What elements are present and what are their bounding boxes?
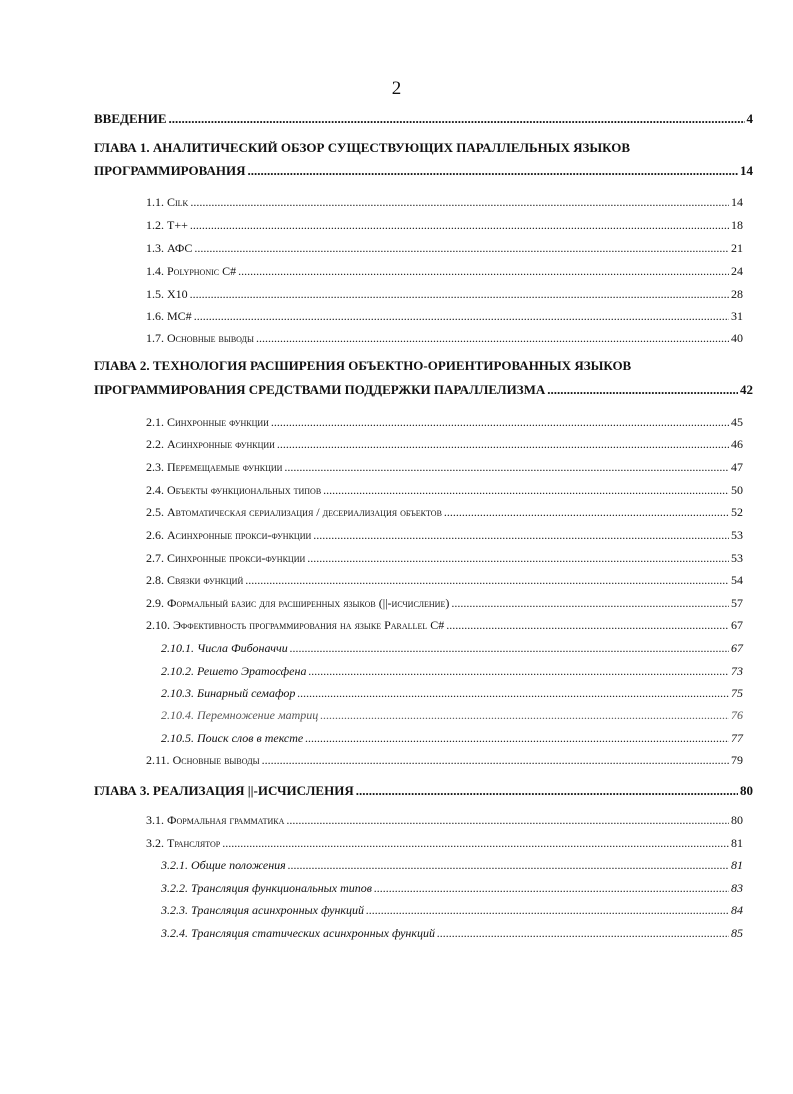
- toc-entry-1-4[interactable]: [146, 262, 743, 280]
- toc-page: 76: [731, 708, 743, 722]
- toc-num: 2.10.2.: [161, 664, 194, 678]
- dot-leader: [277, 435, 729, 453]
- toc-num: 2.3.: [146, 460, 164, 474]
- toc-title: ПРОГРАММИРОВАНИЯ: [94, 163, 246, 178]
- toc-entry-2-10-4[interactable]: [161, 706, 743, 724]
- toc-chapter-1-title-line1[interactable]: ГЛАВА 1. АНАЛИТИЧЕСКИЙ ОБЗОР СУЩЕСТВУЮЩИХ ПАРАЛЛЕЛЬНЫХ ЯЗЫКОВ: [94, 140, 631, 155]
- toc-entry-3-2[interactable]: [146, 834, 743, 852]
- toc-num: 1.7.: [146, 331, 164, 345]
- toc-num: 1.6.: [146, 309, 164, 323]
- dot-leader: [290, 639, 729, 657]
- dot-leader: [451, 594, 729, 612]
- dot-leader: [547, 381, 738, 399]
- toc-title: Формальная грамматика: [167, 813, 285, 827]
- toc-entry-3-2-3[interactable]: [161, 901, 743, 919]
- toc-entry-1-6[interactable]: [146, 307, 743, 325]
- toc-entry-3-1[interactable]: [146, 811, 743, 829]
- toc-num: 1.5.: [146, 287, 164, 301]
- dot-leader: [297, 684, 729, 702]
- toc-title: Решето Эратосфена: [197, 664, 307, 678]
- toc-title: ВВЕДЕНИЕ: [94, 111, 167, 126]
- toc-num: 3.2.4.: [161, 926, 188, 940]
- dot-leader: [366, 901, 729, 919]
- dot-leader: [288, 856, 729, 874]
- dot-leader: [169, 110, 745, 128]
- toc-num: 2.7.: [146, 551, 164, 565]
- toc-entry-2-10[interactable]: [146, 616, 743, 634]
- toc-num: 2.8.: [146, 573, 164, 587]
- dot-leader: [284, 458, 729, 476]
- dot-leader: [222, 834, 729, 852]
- dot-leader: [444, 503, 729, 521]
- toc-num: 3.1.: [146, 813, 164, 827]
- toc-title: Трансляция асинхронных функций: [191, 903, 365, 917]
- toc-title: Бинарный семафор: [197, 686, 296, 700]
- toc-page: 28: [731, 287, 743, 301]
- dot-leader: [271, 413, 729, 431]
- dot-leader: [437, 924, 729, 942]
- toc-entry-1-3[interactable]: [146, 239, 743, 257]
- dot-leader: [323, 481, 729, 499]
- toc-page: 81: [731, 836, 743, 850]
- toc-page: 46: [731, 437, 743, 451]
- dot-leader: [245, 571, 729, 589]
- toc-entry-2-9[interactable]: [146, 594, 743, 612]
- dot-leader: [356, 782, 738, 800]
- toc-page: 24: [731, 264, 743, 278]
- toc-entry-2-10-5[interactable]: [161, 729, 743, 747]
- dot-leader: [248, 162, 738, 180]
- toc-num: 2.11.: [146, 753, 170, 767]
- dot-leader: [307, 549, 729, 567]
- toc-entry-3-2-1[interactable]: [161, 856, 743, 874]
- toc-entry-3-2-4[interactable]: [161, 924, 743, 942]
- toc-page: 67: [731, 618, 743, 632]
- toc-entry-2-8[interactable]: [146, 571, 743, 589]
- toc-page: 80: [731, 813, 743, 827]
- toc-title: MC#: [167, 309, 192, 323]
- toc-page: 53: [731, 528, 743, 542]
- toc-page: 47: [731, 460, 743, 474]
- toc-title: X10: [167, 287, 188, 301]
- toc-title: Трансляция функциональных типов: [191, 881, 372, 895]
- dot-leader: [194, 307, 729, 325]
- toc-page: 83: [731, 881, 743, 895]
- toc-num: 1.1.: [146, 195, 164, 209]
- dot-leader: [190, 216, 729, 234]
- toc-title: Автоматическая сериализация / десериализация объектов: [167, 505, 442, 519]
- toc-entry-1-2[interactable]: [146, 216, 743, 234]
- dot-leader: [256, 329, 729, 347]
- toc-title: Формальный базис для расширенных языков (||-исчисление): [167, 596, 450, 610]
- toc-entry-1-5[interactable]: [146, 285, 743, 303]
- toc-title: Синхронные прокси-функции: [167, 551, 306, 565]
- toc-title: Асинхронные функции: [167, 437, 275, 451]
- toc-title: Общие положения: [191, 858, 286, 872]
- toc-entry-2-2[interactable]: [146, 435, 743, 453]
- toc-num: 3.2.2.: [161, 881, 188, 895]
- toc-entry-intro[interactable]: [94, 110, 753, 128]
- toc-num: 1.2.: [146, 218, 164, 232]
- toc-entry-1-1[interactable]: [146, 193, 743, 211]
- toc-num: 1.3.: [146, 241, 164, 255]
- toc-page: 67: [731, 641, 743, 655]
- toc-num: 2.4.: [146, 483, 164, 497]
- dot-leader: [190, 193, 729, 211]
- toc-title: Основные выводы: [167, 331, 254, 345]
- toc-title: ПРОГРАММИРОВАНИЯ СРЕДСТВАМИ ПОДДЕРЖКИ ПАРАЛЛЕЛИЗМА: [94, 382, 546, 397]
- dot-leader: [238, 262, 729, 280]
- toc-num: 2.9.: [146, 596, 164, 610]
- toc-title: Объекты функциональных типов: [167, 483, 322, 497]
- toc-page: 52: [731, 505, 743, 519]
- toc-page: 31: [731, 309, 743, 323]
- toc-title: Cilk: [167, 195, 189, 209]
- dot-leader: [190, 285, 729, 303]
- toc-entry-2-4[interactable]: [146, 481, 743, 499]
- toc-page: 21: [731, 241, 743, 255]
- toc-title: Перемножение матриц: [197, 708, 319, 722]
- dot-leader: [286, 811, 729, 829]
- toc-page: 81: [731, 858, 743, 872]
- toc-title: Эффективность программирования на языке Parallel C#: [173, 618, 445, 632]
- toc-entry-2-10-1[interactable]: [161, 639, 743, 657]
- toc-page: 18: [731, 218, 743, 232]
- toc-entry-chapter-1[interactable]: [94, 162, 753, 180]
- toc-title: Поиск слов в тексте: [197, 731, 304, 745]
- toc-title: Числа Фибоначчи: [197, 641, 288, 655]
- toc-page: 14: [731, 195, 743, 209]
- toc-page: 42: [740, 382, 753, 397]
- toc-page: 75: [731, 686, 743, 700]
- toc-num: 1.4.: [146, 264, 164, 278]
- toc-entry-2-5[interactable]: [146, 503, 743, 521]
- toc-title: Асинхронные прокси-функции: [167, 528, 312, 542]
- page-number: 2: [391, 78, 402, 99]
- toc-title: Основные выводы: [172, 753, 260, 767]
- dot-leader: [305, 729, 729, 747]
- toc-page: 79: [731, 753, 743, 767]
- toc-entry-2-7[interactable]: [146, 549, 743, 567]
- toc-page: 73: [731, 664, 743, 678]
- toc-num: 2.6.: [146, 528, 164, 542]
- toc-page: 54: [731, 573, 743, 587]
- toc-num: 2.10.5.: [161, 731, 194, 745]
- toc-entry-2-6[interactable]: [146, 526, 743, 544]
- toc-entry-2-1[interactable]: [146, 413, 743, 431]
- toc-page: 40: [731, 331, 743, 345]
- toc-num: 2.10.1.: [161, 641, 194, 655]
- toc-page: 4: [746, 111, 753, 126]
- toc-entry-2-3[interactable]: [146, 458, 743, 476]
- toc-title: Транслятор: [167, 836, 221, 850]
- dot-leader: [446, 616, 729, 634]
- toc-title: Перемещаемые функции: [167, 460, 283, 474]
- toc-num: 2.10.3.: [161, 686, 194, 700]
- toc-page: 50: [731, 483, 743, 497]
- toc-title: АФС: [167, 241, 193, 255]
- toc-entry-chapter-2[interactable]: [94, 381, 753, 399]
- toc-num: 2.5.: [146, 505, 164, 519]
- toc-title: Связки функций: [167, 573, 244, 587]
- toc-page: 53: [731, 551, 743, 565]
- toc-num: 2.2.: [146, 437, 164, 451]
- toc-num: 2.10.4.: [161, 708, 194, 722]
- toc-entry-1-7[interactable]: [146, 329, 743, 347]
- dot-leader: [308, 662, 729, 680]
- toc-entry-chapter-3[interactable]: [94, 782, 753, 800]
- toc-chapter-2-title-line1[interactable]: ГЛАВА 2. ТЕХНОЛОГИЯ РАСШИРЕНИЯ ОБЪЕКТНО-ОРИЕНТИРОВАННЫХ ЯЗЫКОВ: [94, 358, 632, 373]
- toc-num: 2.1.: [146, 415, 164, 429]
- toc-page: 84: [731, 903, 743, 917]
- toc-entry-2-10-3[interactable]: [161, 684, 743, 702]
- toc-page: 80: [740, 783, 753, 798]
- toc-entry-3-2-2[interactable]: [161, 879, 743, 897]
- toc-title: T++: [167, 218, 188, 232]
- toc-page: 77: [731, 731, 743, 745]
- toc-page: 14: [740, 163, 753, 178]
- toc-entry-2-10-2[interactable]: [161, 662, 743, 680]
- toc-page: 57: [731, 596, 743, 610]
- toc-title: Синхронные функции: [167, 415, 269, 429]
- dot-leader: [194, 239, 729, 257]
- dot-leader: [262, 751, 729, 769]
- toc-page: 85: [731, 926, 743, 940]
- dot-leader: [320, 706, 729, 724]
- toc-num: 2.10.: [146, 618, 170, 632]
- dot-leader: [374, 879, 729, 897]
- toc-title: ГЛАВА 3. РЕАЛИЗАЦИЯ ||-ИСЧИСЛЕНИЯ: [94, 783, 354, 798]
- toc-page: 45: [731, 415, 743, 429]
- dot-leader: [313, 526, 729, 544]
- toc-num: 3.2.: [146, 836, 164, 850]
- toc-title: Polyphonic C#: [167, 264, 237, 278]
- toc-title: Трансляция статических асинхронных функций: [191, 926, 435, 940]
- toc-num: 3.2.3.: [161, 903, 188, 917]
- toc-num: 3.2.1.: [161, 858, 188, 872]
- toc-entry-2-11[interactable]: [146, 751, 743, 769]
